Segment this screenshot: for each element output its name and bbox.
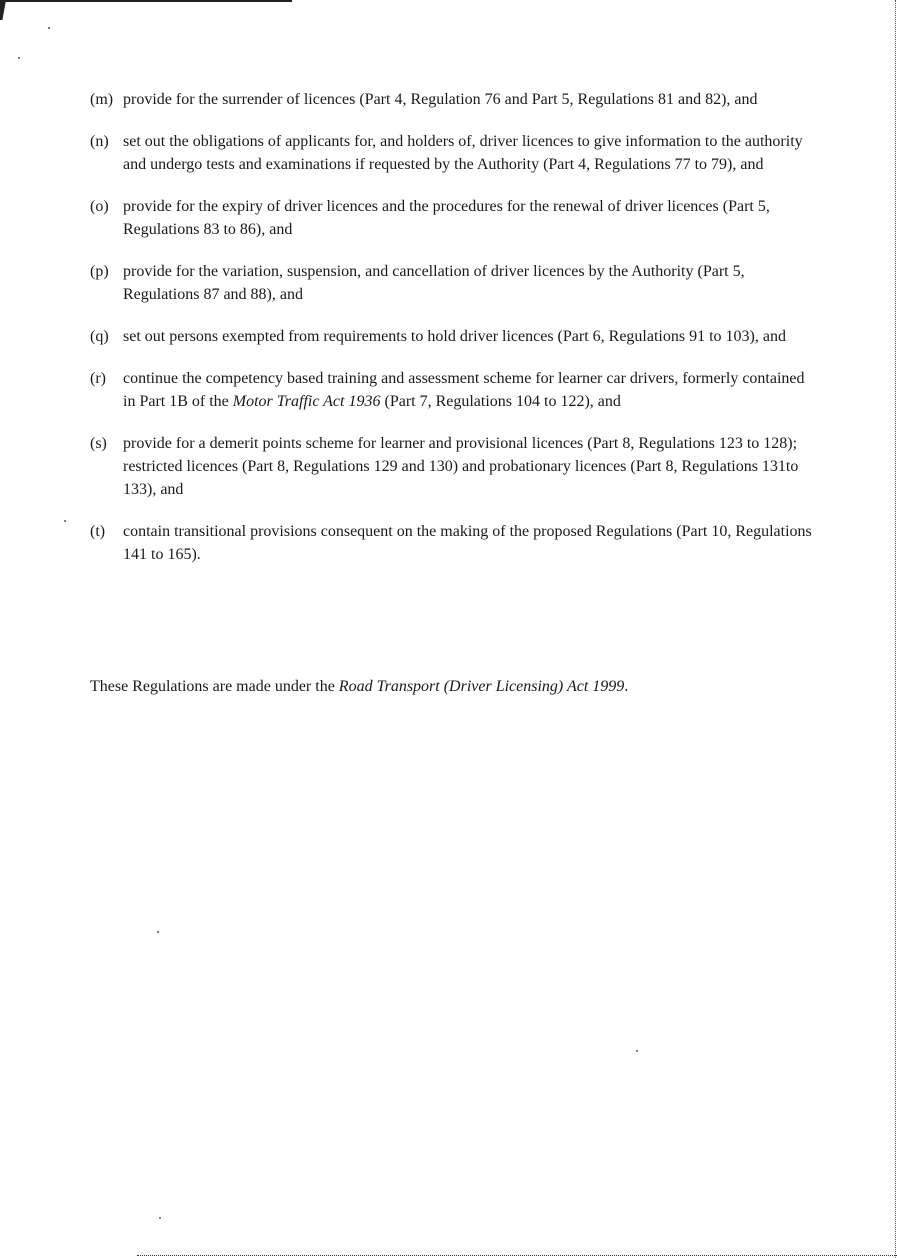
item-label: (o) xyxy=(90,198,109,215)
scan-speck xyxy=(157,931,159,933)
scan-speck xyxy=(159,1217,161,1219)
list-item xyxy=(90,432,820,501)
scan-artifact-corner-mark xyxy=(0,0,6,20)
item-label: (q) xyxy=(90,328,109,345)
item-text: contain transitional provisions consequent on the making of the proposed Regulations (Part 10, Regulations 141 to 165). xyxy=(123,523,812,563)
footer-text-part: These Regulations are made under the xyxy=(90,678,339,695)
item-text: provide for the expiry of driver licences and the procedures for the renewal of driver licences (Part 5, Regulations 83 to 86), and xyxy=(123,198,770,238)
scan-speck xyxy=(64,520,66,522)
scan-artifact-top-line xyxy=(0,0,292,2)
footer-text-part: . xyxy=(624,678,629,695)
enabling-act-statement xyxy=(90,675,820,698)
act-title: Motor Traffic Act 1936 xyxy=(232,393,381,410)
list-item xyxy=(90,88,820,111)
regulation-list xyxy=(90,88,820,585)
item-text: provide for a demerit points scheme for learner and provisional licences (Part 8, Regulations 123 to 128); restricted licences (Part 8, Regulations 129 and 130) and probationary licences (Part 8, Regulations 131to 133), and xyxy=(123,435,799,498)
list-item xyxy=(90,260,820,306)
item-label: (r) xyxy=(90,370,106,387)
item-text-part: (Part 7, Regulations 104 to 122), and xyxy=(380,393,621,410)
scan-speck xyxy=(48,27,50,29)
item-text: set out the obligations of applicants for, and holders of, driver licences to give information to the authority and undergo tests and examinations if requested by the Authority (Part 4, Regulations 77 to 79), and xyxy=(123,133,803,173)
list-item xyxy=(90,130,820,176)
scan-speck xyxy=(636,1050,638,1052)
scan-speck xyxy=(18,57,20,59)
item-text: provide for the variation, suspension, and cancellation of driver licences by the Authority (Part 5, Regulations 87 and 88), and xyxy=(123,263,745,303)
item-label: (s) xyxy=(90,435,107,452)
scan-artifact-right-edge xyxy=(894,0,896,1258)
item-label: (p) xyxy=(90,263,109,280)
scan-artifact-bottom-line xyxy=(137,1254,897,1256)
act-title: Road Transport (Driver Licensing) Act 1999 xyxy=(338,678,625,695)
item-text: set out persons exempted from requirements to hold driver licences (Part 6, Regulations 91 to 103), and xyxy=(123,328,786,345)
item-label: (m) xyxy=(90,91,114,108)
item-text-part: continue the competency based training and assessment scheme for learner car drivers, formerly contained in Part 1B of the xyxy=(123,370,805,410)
list-item xyxy=(90,195,820,241)
list-item xyxy=(90,520,820,566)
item-text xyxy=(123,367,820,413)
item-label: (n) xyxy=(90,133,109,150)
item-label: (t) xyxy=(90,523,106,540)
list-item xyxy=(90,367,820,413)
list-item xyxy=(90,325,820,348)
item-text: provide for the surrender of licences (Part 4, Regulation 76 and Part 5, Regulations 81 and 82), and xyxy=(123,91,758,108)
